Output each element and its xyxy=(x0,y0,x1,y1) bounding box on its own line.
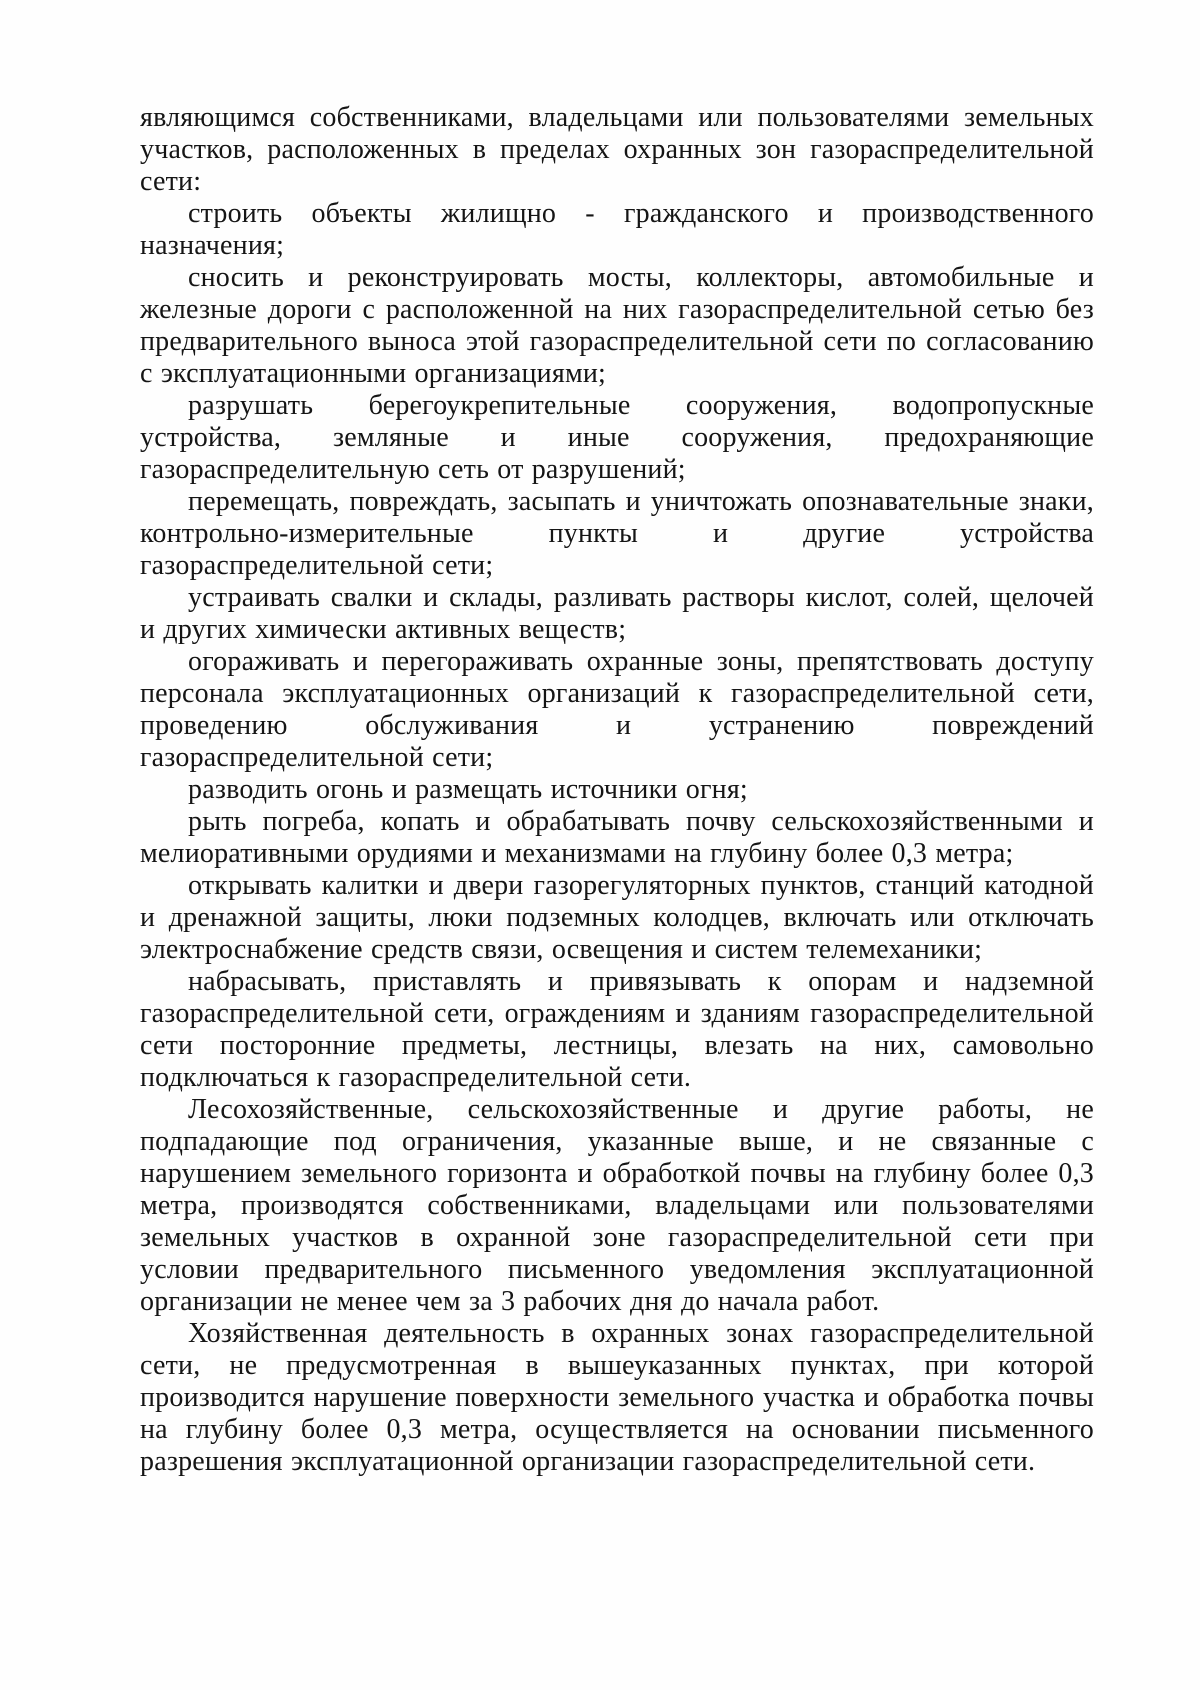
document-paragraph: Лесохозяйственные, сельскохозяйственные и другие работы, не подпадающие под ограничения, указанные выше, и не связанные с нарушением земельного горизонта и обработкой почвы на глубину более 0,3 метра, производятся собственниками, владельцами или пользователями земельных участков в охранной зоне газораспределительной сети при условии предварительного письменного уведомления эксплуатационной организации не менее чем за 3 рабочих дня до начала работ. xyxy=(140,1094,1094,1317)
document-paragraph: рыть погреба, копать и обрабатывать почву сельскохозяйственными и мелиоративными орудиями и механизмами на глубину более 0,3 метра; xyxy=(140,806,1094,869)
document-paragraph: сносить и реконструировать мосты, коллекторы, автомобильные и железные дороги с расположенной на них газораспределительной сетью без предварительного выноса этой газораспределительной сети по согласованию с эксплуатационными организациями; xyxy=(140,262,1094,389)
document-paragraph: строить объекты жилищно - гражданского и производственного назначения; xyxy=(140,198,1094,261)
document-paragraph: разводить огонь и размещать источники огня; xyxy=(188,774,748,805)
document-paragraph: перемещать, повреждать, засыпать и уничтожать опознавательные знаки, контрольно-измерительные пункты и другие устройства газораспределительной сети; xyxy=(140,486,1094,581)
document-paragraph: открывать калитки и двери газорегуляторных пунктов, станций катодной и дренажной защиты, люки подземных колодцев, включать или отключать электроснабжение средств связи, освещения и систем телемеханики; xyxy=(140,870,1094,965)
document-paragraph: устраивать свалки и склады, разливать растворы кислот, солей, щелочей и других химически активных веществ; xyxy=(140,582,1094,645)
document-text-block xyxy=(140,102,1094,1478)
document-paragraph: набрасывать, приставлять и привязывать к опорам и надземной газораспределительной сети, ограждениям и зданиям газораспределительной сети посторонние предметы, лестницы, влезать на них, самовольно подключаться к газораспределительной сети. xyxy=(140,966,1094,1093)
document-paragraph: огораживать и перегораживать охранные зоны, препятствовать доступу персонала эксплуатационных организаций к газораспределительной сети, проведению обслуживания и устранению повреждений газораспределительной сети; xyxy=(140,646,1094,773)
document-paragraph: Хозяйственная деятельность в охранных зонах газораспределительной сети, не предусмотренная в вышеуказанных пунктах, при которой производится нарушение поверхности земельного участка и обработка почвы на глубину более 0,3 метра, осуществляется на основании письменного разрешения эксплуатационной организации газораспределительной сети. xyxy=(140,1318,1094,1477)
document-paragraph: разрушать берегоукрепительные сооружения, водопропускные устройства, земляные и иные сооружения, предохраняющие газораспределительную сеть от разрушений; xyxy=(140,390,1094,485)
document-paragraph: являющимся собственниками, владельцами или пользователями земельных участков, расположенных в пределах охранных зон газораспределительной сети: xyxy=(140,102,1094,197)
